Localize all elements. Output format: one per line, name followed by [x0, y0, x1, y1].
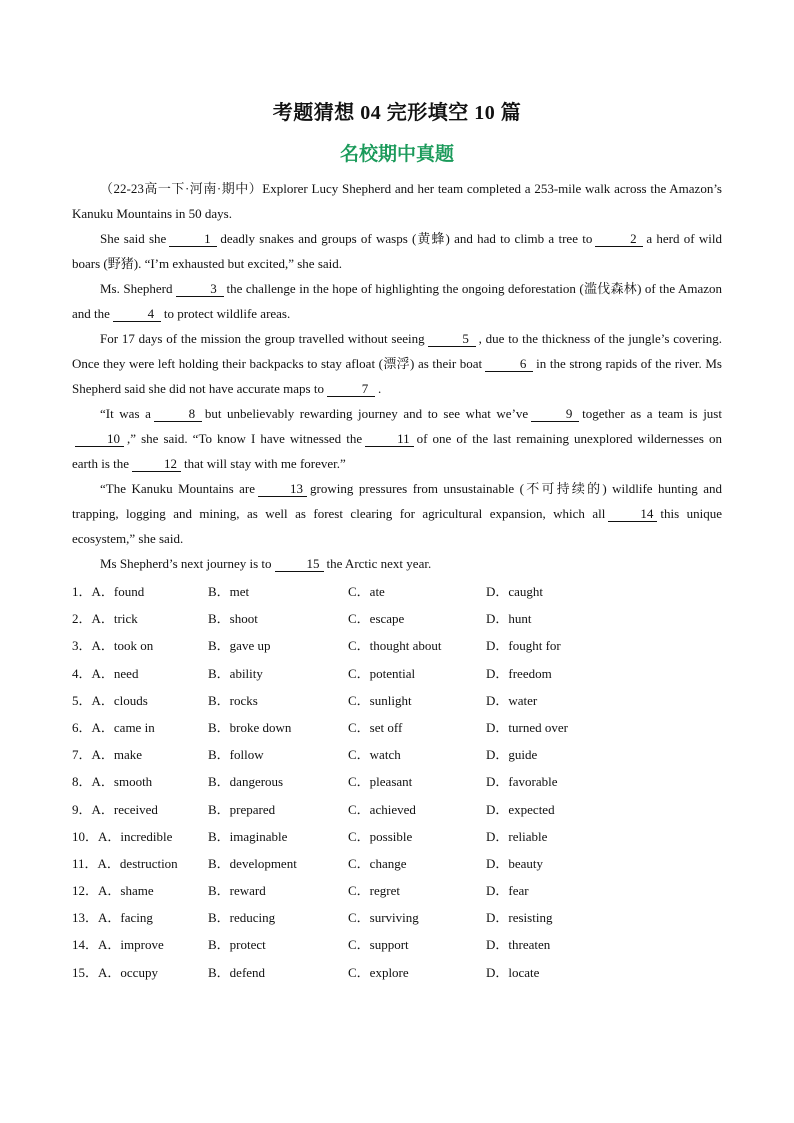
option-c[interactable] — [348, 854, 406, 874]
option-d[interactable] — [486, 745, 537, 765]
option-d[interactable] — [486, 664, 552, 684]
option-label: A．came in — [91, 719, 155, 735]
passage-text: ,” she said. “To know I have witnessed the — [127, 431, 363, 446]
option-label: D．fought for — [486, 638, 561, 654]
passage-text: that will stay with me forever.” — [184, 456, 346, 471]
option-d[interactable] — [486, 772, 557, 792]
option-a[interactable] — [72, 963, 158, 983]
paragraph-3 — [72, 276, 722, 326]
option-c[interactable] — [348, 691, 412, 711]
option-label: C．surviving — [348, 910, 419, 926]
blank-9[interactable]: 9 — [531, 406, 579, 422]
blank-10[interactable]: 10 — [75, 431, 124, 447]
question-number: 7． — [72, 747, 92, 763]
option-label: D．water — [486, 692, 538, 708]
option-b[interactable] — [208, 935, 266, 955]
option-label: B．protect — [208, 937, 266, 953]
blank-15[interactable]: 15 — [275, 556, 324, 572]
option-c[interactable] — [348, 636, 442, 656]
options-list — [72, 582, 722, 990]
passage-text: together as a team is just — [582, 406, 722, 421]
passage-text: but unbelievably rewarding journey and to see what we’ve — [204, 406, 529, 421]
option-label: D．favorable — [486, 774, 558, 790]
option-label: D．locate — [486, 964, 540, 980]
option-b[interactable] — [208, 881, 266, 901]
option-label: D．hunt — [486, 611, 532, 627]
option-a[interactable] — [72, 827, 172, 847]
option-label: C．potential — [348, 665, 416, 681]
option-label: B．imaginable — [208, 828, 288, 844]
question-13-options — [72, 908, 722, 935]
option-label: B．development — [208, 855, 297, 871]
option-label: C．watch — [348, 747, 401, 763]
option-label: B．prepared — [208, 801, 276, 817]
question-14-options — [72, 935, 722, 962]
option-b[interactable] — [208, 691, 258, 711]
option-label: C．thought about — [348, 638, 442, 654]
question-12-options — [72, 881, 722, 908]
question-number: 14． — [72, 937, 99, 953]
option-label: D．reliable — [486, 828, 548, 844]
passage-text: of one of the last remaining unexplored wildernesses on earth is the — [72, 431, 722, 471]
option-d[interactable] — [486, 935, 550, 955]
option-d[interactable] — [486, 636, 561, 656]
option-c[interactable] — [348, 935, 409, 955]
option-d[interactable] — [486, 881, 529, 901]
passage-text: the Arctic next year. — [326, 556, 432, 571]
option-a[interactable] — [72, 800, 158, 820]
option-label: C．support — [348, 937, 409, 953]
option-label: A．trick — [91, 611, 138, 627]
option-label: D．threaten — [486, 937, 551, 953]
blank-7[interactable]: 7 — [327, 381, 375, 397]
passage-text: . — [377, 381, 382, 396]
option-label: A．need — [91, 665, 139, 681]
option-label: A．took on — [91, 638, 154, 654]
option-a[interactable] — [72, 854, 178, 874]
question-number: 11． — [72, 855, 98, 871]
option-label: D．beauty — [486, 855, 544, 871]
option-label: D．guide — [486, 747, 538, 763]
passage-text: She said she — [100, 231, 167, 246]
option-label: B．reward — [208, 883, 266, 899]
question-6-options — [72, 718, 722, 745]
option-a[interactable] — [72, 745, 142, 765]
option-label: B．ability — [208, 665, 263, 681]
option-b[interactable] — [208, 963, 265, 983]
passage-text: this unique ecosystem,” she said. — [72, 506, 722, 546]
option-label: C．regret — [348, 883, 400, 899]
option-b[interactable] — [208, 800, 275, 820]
question-number: 2． — [72, 611, 92, 627]
blank-6[interactable]: 6 — [485, 356, 533, 372]
option-a[interactable] — [72, 664, 138, 684]
option-c[interactable] — [348, 664, 415, 684]
cloze-passage — [72, 176, 722, 576]
option-b[interactable] — [208, 582, 249, 602]
question-9-options — [72, 800, 722, 827]
option-label: B．shoot — [208, 611, 258, 627]
option-a[interactable] — [72, 935, 164, 955]
option-b[interactable] — [208, 827, 287, 847]
option-c[interactable] — [348, 800, 416, 820]
option-label: D．fear — [486, 883, 529, 899]
option-label: A．shame — [98, 883, 154, 899]
blank-3[interactable]: 3 — [176, 281, 224, 297]
option-d[interactable] — [486, 800, 555, 820]
section-subtitle: 名校期中真题 — [339, 144, 454, 165]
paragraph-5 — [72, 401, 722, 476]
passage-text: （22-23高一下·河南·期中）Explorer Lucy Shepherd and her team completed a 253-mile walk across the Amazon’s Kanuku Mountains in 50 days. — [72, 181, 722, 221]
option-c[interactable] — [348, 609, 404, 629]
option-a[interactable] — [72, 582, 144, 602]
option-label: B．rocks — [208, 692, 258, 708]
option-label: A．received — [91, 801, 158, 817]
blank-5[interactable]: 5 — [428, 331, 476, 347]
question-3-options — [72, 636, 722, 663]
option-a[interactable] — [72, 609, 138, 629]
option-a[interactable] — [72, 636, 153, 656]
option-b[interactable] — [208, 854, 297, 874]
option-c[interactable] — [348, 908, 419, 928]
option-label: A．make — [91, 747, 143, 763]
blank-4[interactable]: 4 — [113, 306, 161, 322]
option-label: B．follow — [208, 747, 264, 763]
passage-text: the challenge in the hope of highlighting the ongoing deforestation (滥伐森林) of the Amazon and the — [72, 281, 723, 321]
question-number: 15． — [72, 964, 99, 980]
option-b[interactable] — [208, 908, 275, 928]
paragraph-7 — [72, 551, 722, 576]
option-label: A．destruction — [97, 855, 178, 871]
option-label: C．escape — [348, 611, 405, 627]
question-11-options — [72, 854, 722, 881]
option-label: C．possible — [348, 828, 413, 844]
option-c[interactable] — [348, 772, 412, 792]
question-5-options — [72, 691, 722, 718]
option-c[interactable] — [348, 582, 385, 602]
paragraph-2 — [72, 226, 722, 276]
option-d[interactable] — [486, 718, 568, 738]
option-label: A．facing — [98, 910, 153, 926]
question-number: 10． — [72, 828, 99, 844]
option-c[interactable] — [348, 718, 402, 738]
blank-1[interactable]: 1 — [169, 231, 217, 247]
option-label: C．explore — [348, 964, 409, 980]
blank-2[interactable]: 2 — [595, 231, 643, 247]
option-b[interactable] — [208, 609, 258, 629]
option-label: C．achieved — [348, 801, 416, 817]
question-10-options — [72, 827, 722, 854]
option-label: A．incredible — [98, 828, 173, 844]
option-d[interactable] — [486, 827, 547, 847]
question-2-options — [72, 609, 722, 636]
option-d[interactable] — [486, 854, 543, 874]
blank-12[interactable]: 12 — [132, 456, 181, 472]
option-label: D．expected — [486, 801, 555, 817]
option-label: C．sunlight — [348, 692, 412, 708]
option-d[interactable] — [486, 963, 539, 983]
page-title: 考题猜想 04 完形填空 10 篇 — [272, 102, 522, 124]
question-number: 4． — [72, 665, 92, 681]
option-label: A．smooth — [91, 774, 153, 790]
option-b[interactable] — [208, 664, 263, 684]
option-c[interactable] — [348, 827, 412, 847]
option-b[interactable] — [208, 745, 264, 765]
option-a[interactable] — [72, 718, 155, 738]
paragraph-1 — [72, 176, 722, 226]
option-label: B．broke down — [208, 719, 292, 735]
question-4-options — [72, 664, 722, 691]
question-number: 8． — [72, 774, 92, 790]
option-label: D．caught — [486, 584, 544, 599]
option-label: C．ate — [348, 584, 385, 599]
blank-13[interactable]: 13 — [258, 481, 307, 497]
option-a[interactable] — [72, 772, 152, 792]
option-c[interactable] — [348, 881, 400, 901]
question-7-options — [72, 745, 722, 772]
option-label: B．dangerous — [208, 774, 284, 790]
option-label: A．clouds — [91, 692, 148, 708]
blank-14[interactable]: 14 — [608, 506, 657, 522]
option-c[interactable] — [348, 963, 409, 983]
paragraph-4 — [72, 326, 722, 401]
question-number: 13． — [72, 910, 99, 926]
passage-text: in the strong rapids of the river. Ms Shepherd said she did not have accurate maps to — [72, 356, 722, 396]
blank-11[interactable]: 11 — [365, 431, 414, 447]
question-number: 12． — [72, 883, 99, 899]
passage-text: deadly snakes and groups of wasps (黄蜂) and had to climb a tree to — [220, 231, 593, 246]
question-number: 6． — [72, 719, 92, 735]
option-b[interactable] — [208, 718, 291, 738]
option-label: A．improve — [98, 937, 164, 953]
question-15-options — [72, 963, 722, 990]
paragraph-6 — [72, 476, 722, 551]
option-d[interactable] — [486, 582, 543, 602]
option-c[interactable] — [348, 745, 401, 765]
question-number: 9． — [72, 801, 92, 817]
option-a[interactable] — [72, 691, 148, 711]
option-d[interactable] — [486, 691, 537, 711]
option-label: B．reducing — [208, 910, 276, 926]
passage-text: , due to the thickness of the jungle’s covering. Once they were left holding their backpacks to stay afloat (漂浮) as their boat — [72, 331, 722, 371]
question-number: 3． — [72, 638, 92, 654]
option-d[interactable] — [486, 908, 552, 928]
option-label: D．turned over — [486, 719, 568, 735]
passage-text: “The Kanuku Mountains are — [100, 481, 256, 496]
question-1-options — [72, 582, 722, 609]
question-number: 5． — [72, 692, 92, 708]
option-label: B．met — [208, 584, 250, 599]
option-label: D．freedom — [486, 665, 552, 681]
question-number: 1． — [72, 584, 92, 599]
option-d[interactable] — [486, 609, 532, 629]
option-a[interactable] — [72, 881, 154, 901]
passage-text: For 17 days of the mission the group travelled without seeing — [100, 331, 425, 346]
option-label: B．defend — [208, 964, 266, 980]
blank-8[interactable]: 8 — [154, 406, 202, 422]
passage-text: Ms Shepherd’s next journey is to — [100, 556, 272, 571]
passage-text: growing pressures from unsustainable (不可持续的) wildlife hunting and trapping, logging and mining, as well as forest clearing for agricultural expansion, which all — [72, 481, 723, 521]
option-label: A．found — [91, 584, 145, 599]
option-b[interactable] — [208, 636, 270, 656]
option-label: B．gave up — [208, 638, 271, 654]
question-8-options — [72, 772, 722, 799]
option-label: C．pleasant — [348, 774, 413, 790]
passage-text: Ms. Shepherd — [100, 281, 173, 296]
option-b[interactable] — [208, 772, 283, 792]
option-label: A．occupy — [98, 964, 158, 980]
option-a[interactable] — [72, 908, 153, 928]
option-label: C．change — [348, 855, 407, 871]
option-label: C．set off — [348, 719, 403, 735]
passage-text: to protect wildlife areas. — [163, 306, 291, 321]
option-label: D．resisting — [486, 910, 553, 926]
passage-text: a herd of wild boars (野猪). “I’m exhausted but excited,” she said. — [72, 231, 722, 271]
passage-text: “It was a — [100, 406, 151, 421]
